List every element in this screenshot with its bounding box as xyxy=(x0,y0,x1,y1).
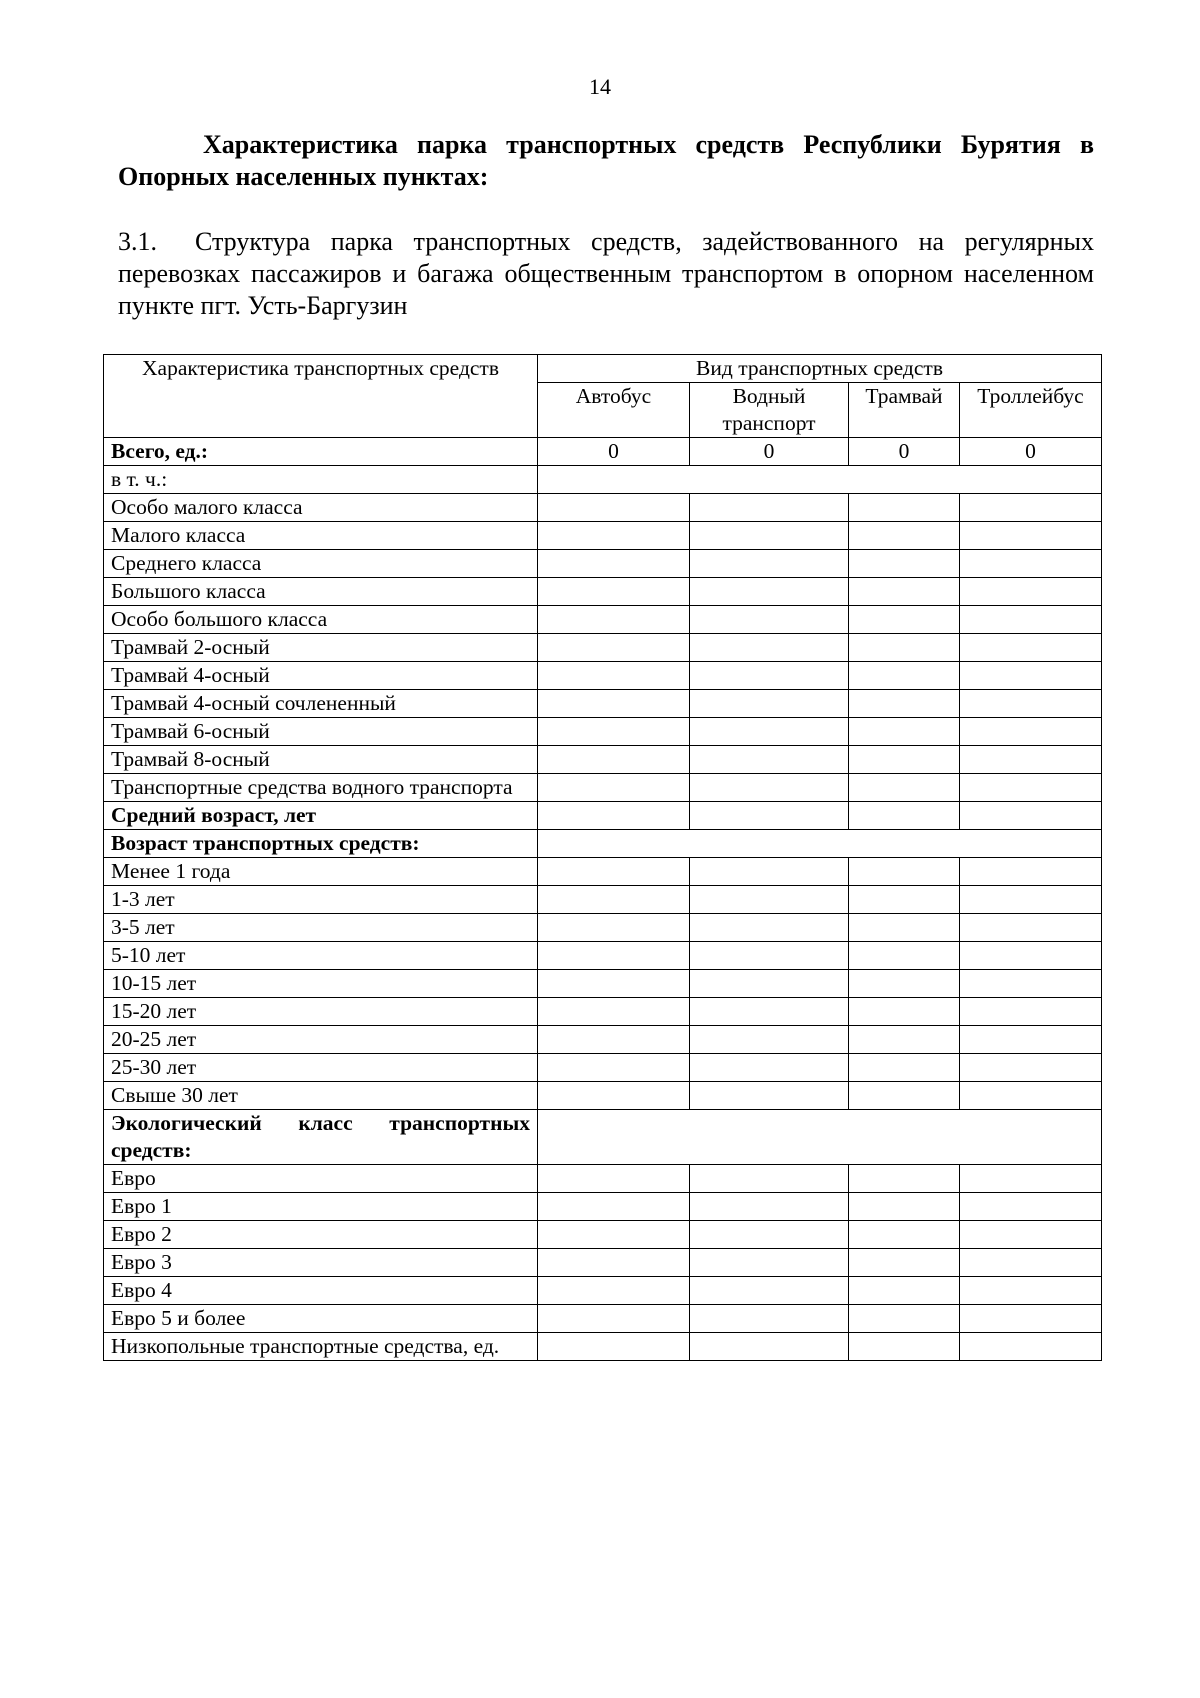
row-label: Особо большого класса xyxy=(104,606,538,634)
value-cell xyxy=(849,1305,960,1333)
row-label: Малого класса xyxy=(104,522,538,550)
row-label: 10-15 лет xyxy=(104,970,538,998)
table-row xyxy=(104,886,1102,914)
value-cell xyxy=(538,662,690,690)
section-heading: Характеристика парка транспортных средств Республики Бурятия в Опорных населенных пунктах: xyxy=(118,130,1094,191)
value-cell xyxy=(690,522,849,550)
caption-text: Структура парка транспортных средств, задействованного на регулярных перевозках пассажиров и багажа общественным транспортом в опорном населенном пункте пгт. Усть-Баргузин xyxy=(118,227,1094,320)
value-cell xyxy=(960,802,1102,830)
table-row xyxy=(104,550,1102,578)
value-cell xyxy=(960,774,1102,802)
value-cell xyxy=(960,522,1102,550)
row-label: в т. ч.: xyxy=(104,466,538,494)
value-cell xyxy=(690,1082,849,1110)
value-cell xyxy=(690,1193,849,1221)
value-cell xyxy=(849,1054,960,1082)
value-cell xyxy=(690,1026,849,1054)
row-label: 5-10 лет xyxy=(104,942,538,970)
value-cell xyxy=(690,746,849,774)
value-cell xyxy=(849,690,960,718)
value-cell xyxy=(960,1221,1102,1249)
value-cell xyxy=(960,970,1102,998)
row-label: 3-5 лет xyxy=(104,914,538,942)
table-row xyxy=(104,830,1102,858)
value-cell xyxy=(538,858,690,886)
value-cell xyxy=(690,550,849,578)
value-cell xyxy=(538,886,690,914)
table-row xyxy=(104,662,1102,690)
value-cell xyxy=(690,1054,849,1082)
row-label: Возраст транспортных средств: xyxy=(104,830,538,858)
table-row xyxy=(104,606,1102,634)
row-label: 15-20 лет xyxy=(104,998,538,1026)
header-trolleybus: Троллейбус xyxy=(960,383,1102,438)
table-row xyxy=(104,578,1102,606)
value-cell xyxy=(960,550,1102,578)
value-cell: 0 xyxy=(690,438,849,466)
value-cell xyxy=(538,522,690,550)
value-cell xyxy=(849,718,960,746)
table-row xyxy=(104,914,1102,942)
value-cell xyxy=(690,774,849,802)
value-cell: 0 xyxy=(538,438,690,466)
value-cell: 0 xyxy=(849,438,960,466)
value-cell xyxy=(538,746,690,774)
value-cell xyxy=(538,550,690,578)
value-cell xyxy=(690,1333,849,1361)
value-cell xyxy=(960,1054,1102,1082)
value-cell xyxy=(538,1333,690,1361)
value-cell xyxy=(960,746,1102,774)
value-cell xyxy=(960,858,1102,886)
table-row xyxy=(104,1305,1102,1333)
table-row xyxy=(104,802,1102,830)
header-tram: Трамвай xyxy=(849,383,960,438)
row-label: Средний возраст, лет xyxy=(104,802,538,830)
table-row xyxy=(104,970,1102,998)
value-cell xyxy=(690,858,849,886)
table-row xyxy=(104,1165,1102,1193)
value-cell xyxy=(960,690,1102,718)
value-cell xyxy=(849,634,960,662)
table-row xyxy=(104,1054,1102,1082)
value-cell xyxy=(690,1277,849,1305)
value-cell xyxy=(849,578,960,606)
row-label: Трамвай 4-осный сочлененный xyxy=(104,690,538,718)
value-cell xyxy=(960,1165,1102,1193)
value-cell xyxy=(849,522,960,550)
table-row xyxy=(104,718,1102,746)
row-label: Евро 5 и более xyxy=(104,1305,538,1333)
table-caption xyxy=(118,226,1094,322)
caption-number: 3.1. xyxy=(118,227,157,256)
value-cell xyxy=(849,550,960,578)
table-row xyxy=(104,690,1102,718)
table-row xyxy=(104,1333,1102,1361)
value-cell: 0 xyxy=(960,438,1102,466)
table-header-row xyxy=(104,355,1102,383)
value-cell xyxy=(538,802,690,830)
row-label: Трамвай 8-осный xyxy=(104,746,538,774)
value-cell xyxy=(960,1333,1102,1361)
value-cell xyxy=(849,774,960,802)
row-label: Евро 4 xyxy=(104,1277,538,1305)
value-cell xyxy=(538,914,690,942)
value-cell xyxy=(960,1082,1102,1110)
row-label: Евро xyxy=(104,1165,538,1193)
value-cell xyxy=(538,494,690,522)
table-row xyxy=(104,998,1102,1026)
value-cell xyxy=(849,1193,960,1221)
table-row xyxy=(104,494,1102,522)
merged-cell xyxy=(538,1110,1102,1165)
value-cell xyxy=(538,1277,690,1305)
value-cell xyxy=(960,494,1102,522)
header-characteristic: Характеристика транспортных средств xyxy=(104,355,538,438)
value-cell xyxy=(849,662,960,690)
value-cell xyxy=(538,1165,690,1193)
fleet-table xyxy=(103,354,1102,1361)
value-cell xyxy=(538,634,690,662)
value-cell xyxy=(538,774,690,802)
row-label: Большого класса xyxy=(104,578,538,606)
value-cell xyxy=(538,1054,690,1082)
row-label: Евро 3 xyxy=(104,1249,538,1277)
value-cell xyxy=(538,998,690,1026)
value-cell xyxy=(690,886,849,914)
value-cell xyxy=(849,1277,960,1305)
value-cell xyxy=(690,1249,849,1277)
row-label: 20-25 лет xyxy=(104,1026,538,1054)
value-cell xyxy=(690,634,849,662)
table-row xyxy=(104,942,1102,970)
table-row xyxy=(104,1082,1102,1110)
value-cell xyxy=(690,718,849,746)
row-label: Низкопольные транспортные средства, ед. xyxy=(104,1333,538,1361)
value-cell xyxy=(849,1082,960,1110)
header-bus: Автобус xyxy=(538,383,690,438)
row-label: Особо малого класса xyxy=(104,494,538,522)
value-cell xyxy=(538,942,690,970)
row-label: Евро 1 xyxy=(104,1193,538,1221)
value-cell xyxy=(849,1026,960,1054)
table-row xyxy=(104,634,1102,662)
value-cell xyxy=(538,1249,690,1277)
value-cell xyxy=(849,998,960,1026)
value-cell xyxy=(849,1221,960,1249)
value-cell xyxy=(960,1026,1102,1054)
value-cell xyxy=(538,718,690,746)
row-label: Трамвай 2-осный xyxy=(104,634,538,662)
value-cell xyxy=(960,634,1102,662)
value-cell xyxy=(849,886,960,914)
value-cell xyxy=(538,578,690,606)
value-cell xyxy=(960,606,1102,634)
value-cell xyxy=(849,606,960,634)
row-label: Евро 2 xyxy=(104,1221,538,1249)
header-vehicle-type: Вид транспортных средств xyxy=(538,355,1102,383)
value-cell xyxy=(538,1221,690,1249)
value-cell xyxy=(538,1026,690,1054)
value-cell xyxy=(538,1193,690,1221)
value-cell xyxy=(960,662,1102,690)
value-cell xyxy=(960,1249,1102,1277)
value-cell xyxy=(849,1333,960,1361)
value-cell xyxy=(849,746,960,774)
table-row xyxy=(104,1249,1102,1277)
row-label: 1-3 лет xyxy=(104,886,538,914)
value-cell xyxy=(849,858,960,886)
page-number: 14 xyxy=(589,74,611,99)
value-cell xyxy=(960,942,1102,970)
table-row xyxy=(104,522,1102,550)
table-row xyxy=(104,1026,1102,1054)
value-cell xyxy=(960,998,1102,1026)
table-row xyxy=(104,774,1102,802)
value-cell xyxy=(690,662,849,690)
value-cell xyxy=(538,1082,690,1110)
value-cell xyxy=(960,1193,1102,1221)
value-cell xyxy=(960,578,1102,606)
table-row xyxy=(104,1277,1102,1305)
value-cell xyxy=(849,942,960,970)
row-label: Транспортные средства водного транспорта xyxy=(104,774,538,802)
value-cell xyxy=(538,970,690,998)
value-cell xyxy=(849,970,960,998)
value-cell xyxy=(960,1277,1102,1305)
row-label: Трамвай 6-осный xyxy=(104,718,538,746)
value-cell xyxy=(690,690,849,718)
value-cell xyxy=(849,494,960,522)
table-row xyxy=(104,746,1102,774)
value-cell xyxy=(690,494,849,522)
row-label: Трамвай 4-осный xyxy=(104,662,538,690)
value-cell xyxy=(960,914,1102,942)
value-cell xyxy=(849,1249,960,1277)
value-cell xyxy=(538,690,690,718)
table-row xyxy=(104,1193,1102,1221)
row-label: Экологический класс транспортных средств: xyxy=(104,1110,538,1165)
value-cell xyxy=(690,1221,849,1249)
value-cell xyxy=(960,1305,1102,1333)
value-cell xyxy=(538,606,690,634)
row-label: Свыше 30 лет xyxy=(104,1082,538,1110)
value-cell xyxy=(960,718,1102,746)
header-water-transport: Водный транспорт xyxy=(690,383,849,438)
value-cell xyxy=(690,802,849,830)
value-cell xyxy=(960,886,1102,914)
row-label: Менее 1 года xyxy=(104,858,538,886)
value-cell xyxy=(690,1305,849,1333)
value-cell xyxy=(849,802,960,830)
value-cell xyxy=(690,970,849,998)
value-cell xyxy=(690,942,849,970)
row-label: Среднего класса xyxy=(104,550,538,578)
value-cell xyxy=(690,606,849,634)
value-cell xyxy=(690,998,849,1026)
merged-cell xyxy=(538,466,1102,494)
value-cell xyxy=(690,1165,849,1193)
value-cell xyxy=(690,914,849,942)
table-row xyxy=(104,1221,1102,1249)
row-label: 25-30 лет xyxy=(104,1054,538,1082)
merged-cell xyxy=(538,830,1102,858)
table-row xyxy=(104,466,1102,494)
value-cell xyxy=(849,914,960,942)
table-row xyxy=(104,858,1102,886)
row-label: Всего, ед.: xyxy=(104,438,538,466)
value-cell xyxy=(690,578,849,606)
table-row xyxy=(104,1110,1102,1165)
value-cell xyxy=(849,1165,960,1193)
value-cell xyxy=(538,1305,690,1333)
table-row xyxy=(104,438,1102,466)
